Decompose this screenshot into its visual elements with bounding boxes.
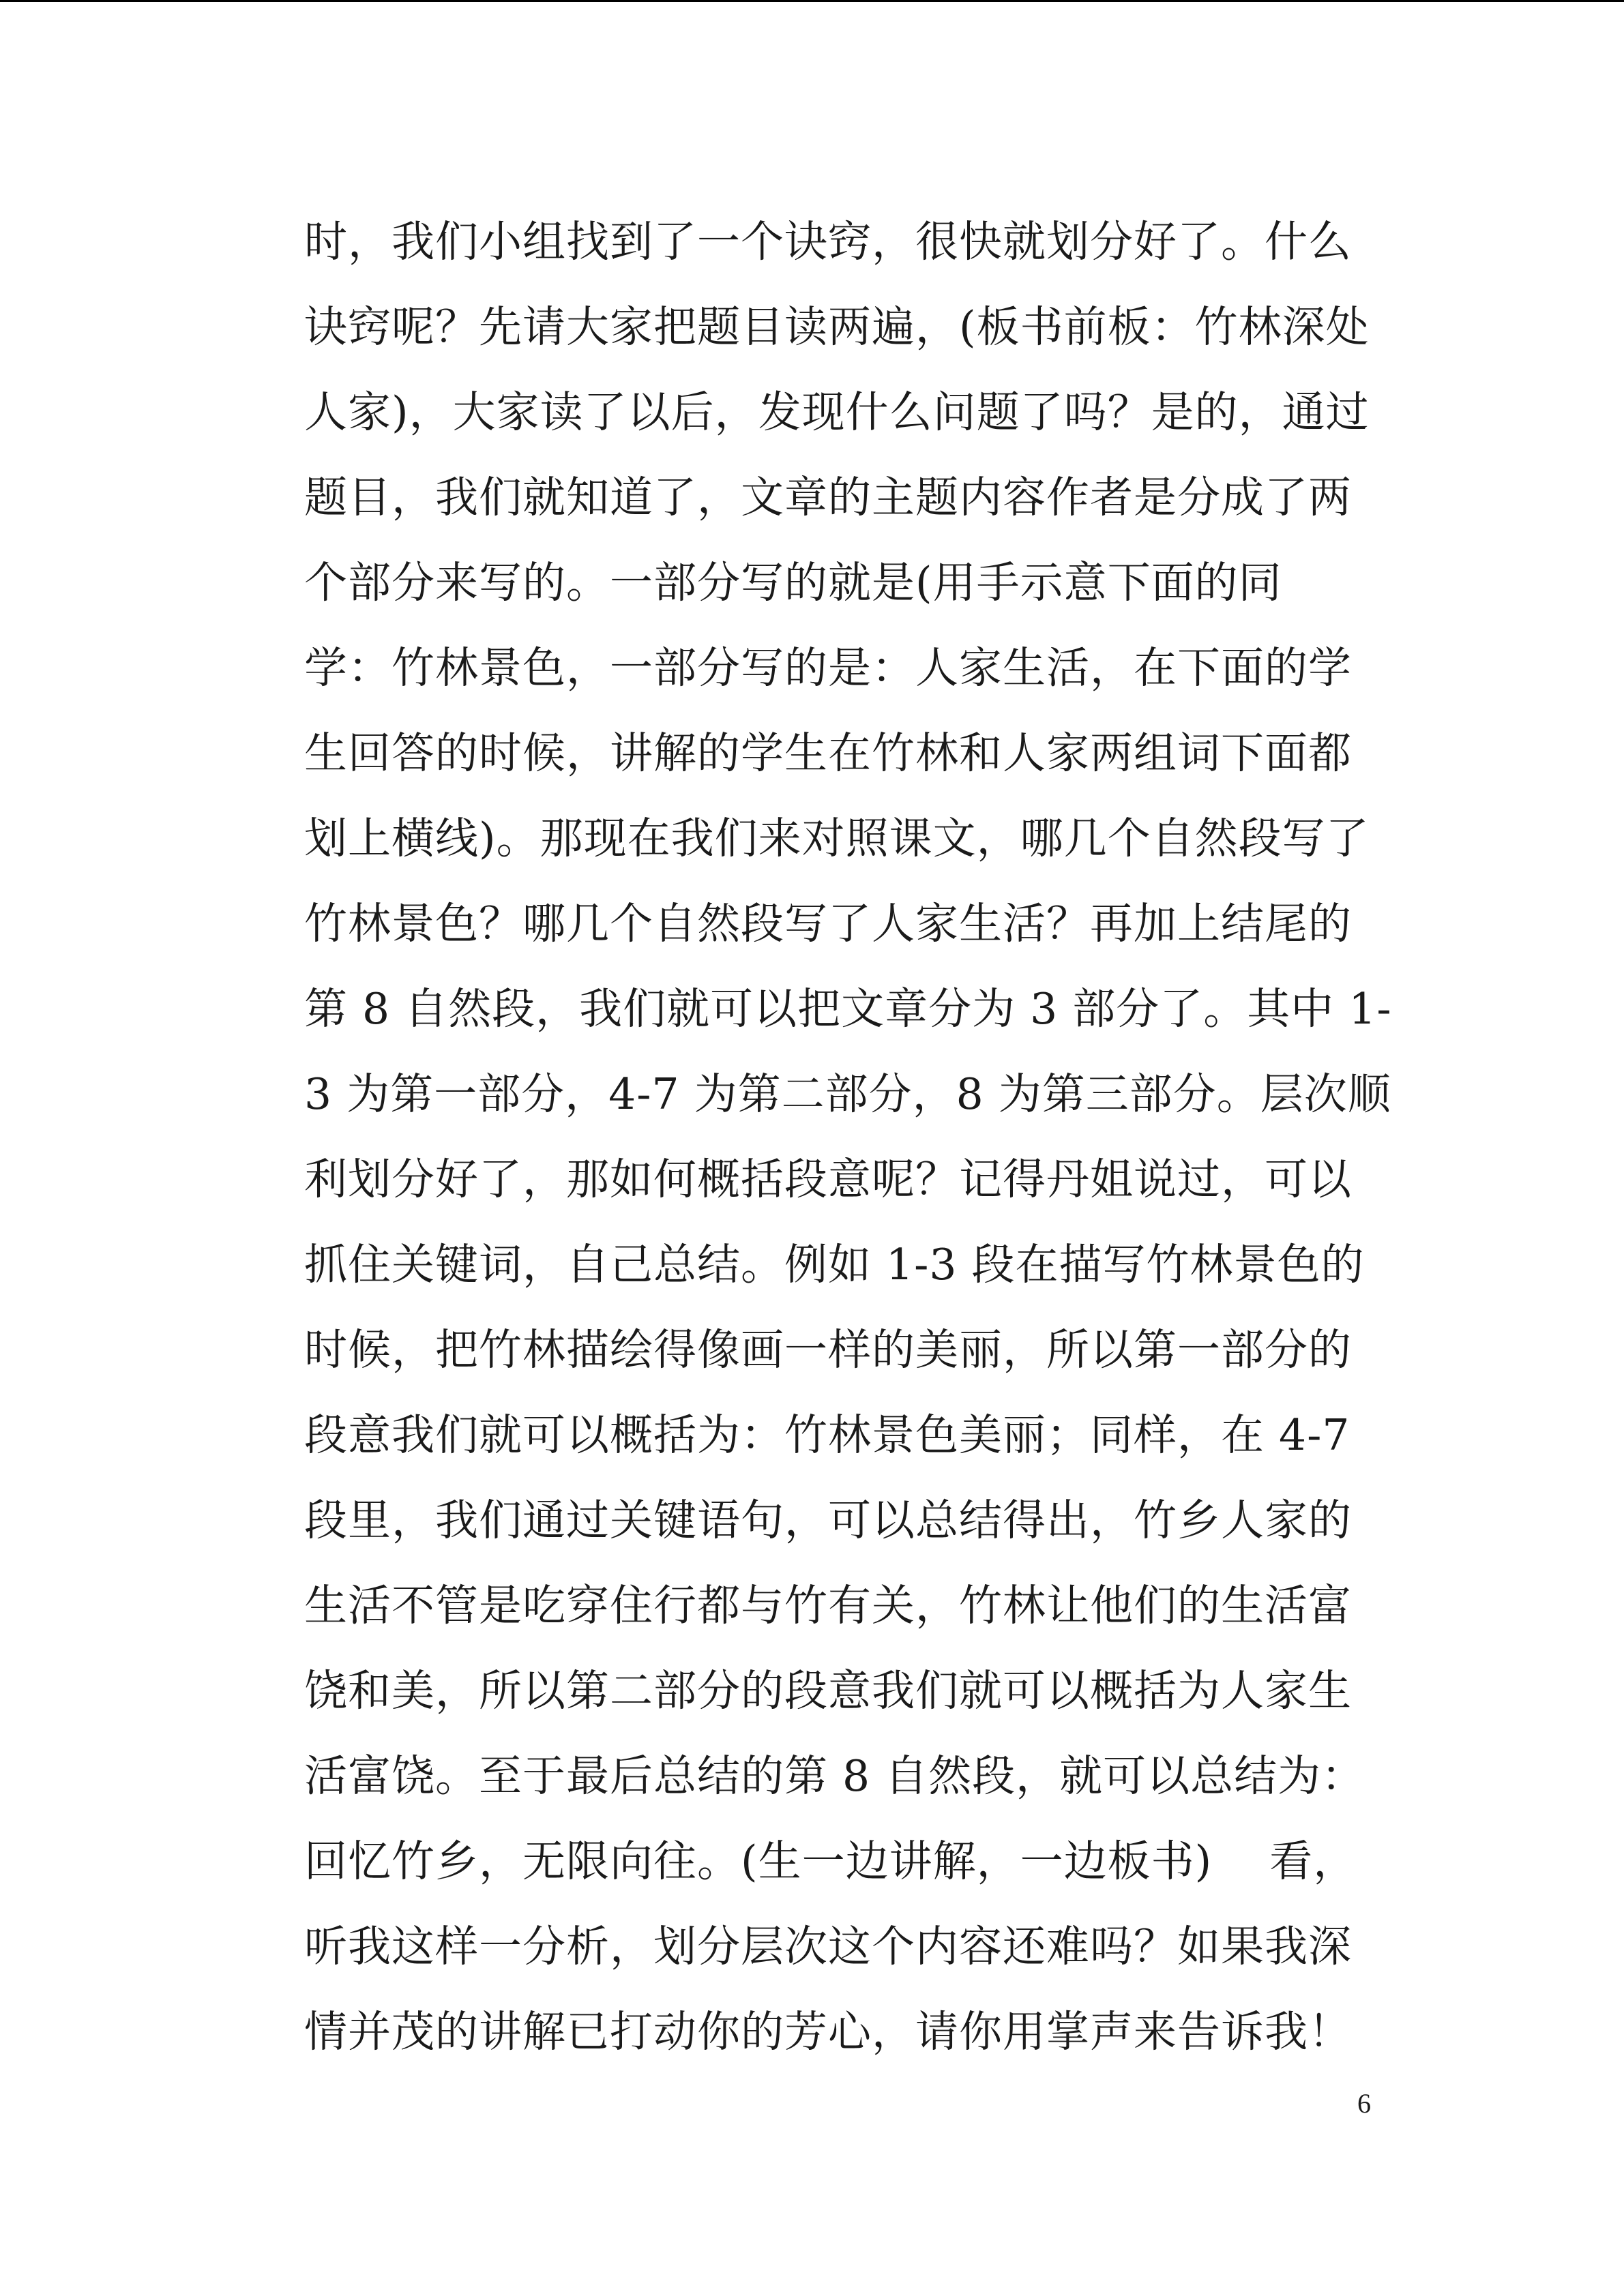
text-line: 个部分来写的。一部分写的就是(用手示意下面的同 (304, 558, 1282, 608)
text-line: 活富饶。至于最后总结的第 8 自然段，就可以总结为： (304, 1751, 1365, 1801)
text-line: 划上横线)。那现在我们来对照课文，哪几个自然段写了 (304, 814, 1370, 863)
text-line: 竹林景色？哪几个自然段写了人家生活？再加上结尾的 (304, 899, 1352, 949)
text-line: 3 为第一部分，4-7 为第二部分，8 为第三部分。层次顺 (304, 1069, 1391, 1119)
text-line: 学：竹林景色，一部分写的是：人家生活，在下面的学 (304, 643, 1352, 693)
text-line: 听我这样一分析，划分层次这个内容还难吗？如果我深 (304, 1922, 1352, 1971)
page-top-border (0, 0, 1624, 2)
text-line: 诀窍呢？先请大家把题目读两遍，(板书前板：竹林深处 (304, 302, 1370, 352)
text-line: 时候，把竹林描绘得像画一样的美丽，所以第一部分的 (304, 1325, 1352, 1375)
text-line: 时，我们小组找到了一个诀窍，很快就划分好了。什么 (304, 217, 1352, 267)
text-line: 生活不管是吃穿住行都与竹有关，竹林让他们的生活富 (304, 1581, 1352, 1630)
text-line: 利划分好了，那如何概括段意呢？记得丹姐说过，可以 (304, 1154, 1352, 1204)
text-line: 抓住关键词，自己总结。例如 1-3 段在描写竹林景色的 (304, 1240, 1365, 1289)
body-text (304, 199, 1392, 2074)
text-line: 段里，我们通过关键语句，可以总结得出，竹乡人家的 (304, 1495, 1352, 1545)
text-line: 饶和美，所以第二部分的段意我们就可以概括为人家生 (304, 1666, 1352, 1716)
text-line: 题目，我们就知道了，文章的主题内容作者是分成了两 (304, 473, 1352, 522)
text-line: 人家)，大家读了以后，发现什么问题了吗？是的，通过 (304, 387, 1370, 437)
text-line: 生回答的时候，讲解的学生在竹林和人家两组词下面都 (304, 728, 1352, 778)
text-line: 第 8 自然段，我们就可以把文章分为 3 部分了。其中 1- (304, 984, 1392, 1034)
text-line: 回忆竹乡，无限向往。(生一边讲解，一边板书) 看， (304, 1836, 1357, 1886)
text-line: 段意我们就可以概括为：竹林景色美丽；同样，在 4-7 (304, 1410, 1350, 1460)
page-number: 6 (1357, 2088, 1371, 2119)
text-line: 情并茂的讲解已打动你的芳心，请你用掌声来告诉我！ (304, 2007, 1352, 2057)
